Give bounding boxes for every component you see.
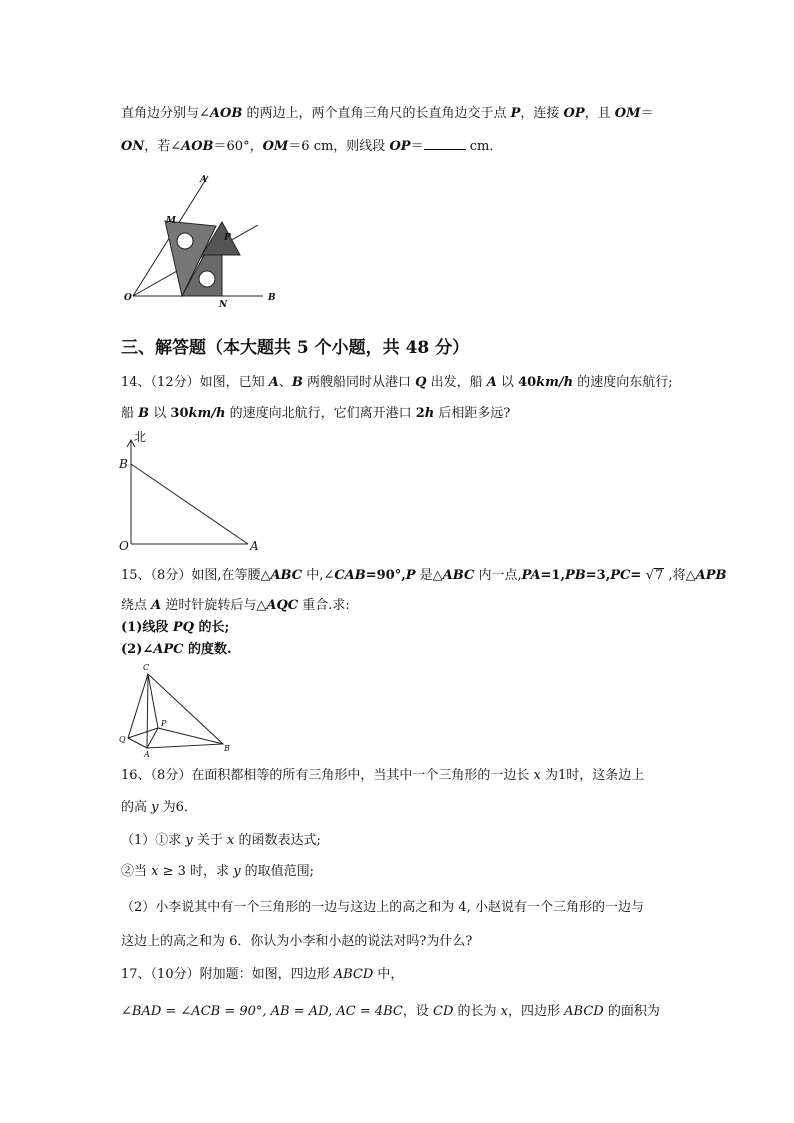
sqrt-radicand: 7 bbox=[655, 568, 664, 583]
ruler-hole-2 bbox=[199, 271, 215, 287]
q16-line2: 的高 y 为6． bbox=[121, 800, 197, 815]
q15-line1: 15、（8分）如图,在等腰△ABC 中,∠CAB=90°,P 是△ABC 内一点,PA=1,PB=3,PC= √7 ,将△APB bbox=[121, 568, 727, 583]
q16-line1: 16、（8分）在面积都相等的所有三角形中，当其中一个三角形的一边长 x 为1时，这条边上 bbox=[121, 768, 645, 783]
label-b: B bbox=[224, 744, 230, 753]
label-n: N bbox=[219, 300, 228, 310]
q16-line4: ②当 x ≥ 3 时，求 y 的取值范围; bbox=[121, 864, 315, 879]
label-b: B bbox=[268, 293, 276, 303]
label-a: A bbox=[250, 539, 259, 553]
q15-figure bbox=[116, 660, 236, 760]
q13-figure bbox=[118, 170, 288, 310]
q16-line3: （1）①求 y 关于 x 的函数表达式; bbox=[121, 833, 321, 848]
label-o: O bbox=[119, 539, 129, 553]
label-a: A bbox=[200, 175, 207, 185]
q17-line1: 17、（10分）附加题：如图，四边形 ABCD 中， bbox=[121, 967, 404, 982]
q15-line4: (2)∠APC 的度数. bbox=[121, 642, 232, 657]
label-m: M bbox=[166, 216, 176, 226]
label-q: Q bbox=[119, 735, 126, 744]
label-p: P bbox=[161, 719, 167, 728]
segment-qa bbox=[128, 738, 147, 748]
section-title: 三、解答题（本大题共 5 个小题，共 48 分） bbox=[121, 338, 470, 358]
q16-line6: 这边上的高之和为 6．你认为小李和小赵的说法对吗?为什么? bbox=[121, 934, 473, 949]
label-p: P bbox=[224, 233, 231, 243]
q13-line1: 直角边分别与∠AOB 的两边上，两个直角三角尺的长直角边交于点 P，连接 OP，且 OM＝ bbox=[121, 106, 654, 121]
q14-figure bbox=[116, 426, 266, 554]
segment-ba bbox=[131, 464, 248, 544]
q15-line3: (1)线段 PQ 的长; bbox=[121, 620, 230, 635]
q14-line1: 14、（12分）如图，已知 A、B 两艘船同时从港口 Q 出发，船 A 以 40km/h 的速度向东航行; bbox=[121, 375, 673, 390]
label-north: 北 bbox=[134, 430, 147, 444]
label-a: A bbox=[144, 750, 150, 759]
ruler-hole-1 bbox=[177, 233, 193, 249]
segment-pb bbox=[158, 728, 223, 744]
triangle-abc bbox=[147, 674, 223, 748]
q17-line2: ∠BAD = ∠ACB = 90°, AB = AD, AC = 4BC，设 CD 的长为 x，四边形 ABCD 的面积为 bbox=[121, 1004, 660, 1019]
label-o: O bbox=[124, 293, 132, 303]
q15-line2: 绕点 A 逆时针旋转后与△AQC 重合.求: bbox=[121, 598, 350, 613]
label-c: C bbox=[143, 663, 150, 672]
segment-cq bbox=[128, 674, 148, 738]
answer-blank[interactable] bbox=[424, 137, 466, 150]
label-b: B bbox=[119, 457, 128, 471]
q16-line5: （2）小李说其中有一个三角形的一边与这边上的高之和为 4, 小赵说有一个三角形的一边与 bbox=[121, 900, 644, 915]
q14-line2: 船 B 以 30km/h 的速度向北航行，它们离开港口 2h 后相距多远? bbox=[121, 406, 511, 421]
q13-line2: ON，若∠AOB＝60°，OM＝6 cm，则线段 OP＝ cm． bbox=[121, 139, 503, 154]
